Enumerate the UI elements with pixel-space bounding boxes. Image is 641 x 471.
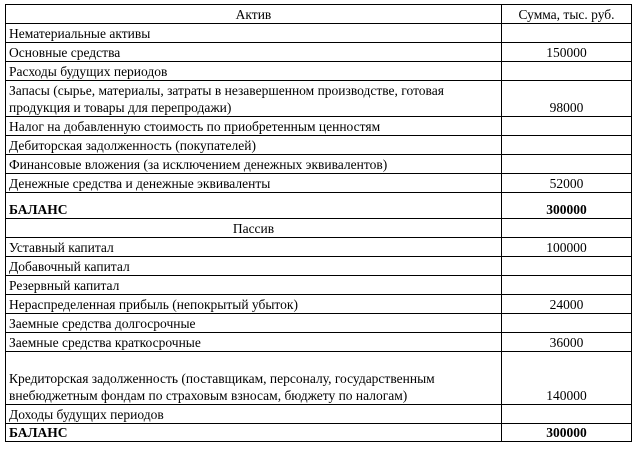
balance-sheet: [5, 4, 631, 442]
aktiv-total-value: 300000: [502, 193, 632, 219]
row-value: [502, 62, 632, 81]
row-value: 140000: [502, 352, 632, 405]
row-label: Заемные средства краткосрочные: [6, 333, 502, 352]
header-row: [6, 5, 632, 24]
row-value: 98000: [502, 81, 632, 117]
row-label: Дебиторская задолженность (покупателей): [6, 136, 502, 155]
row-value: 100000: [502, 238, 632, 257]
row-label: Денежные средства и денежные эквиваленты: [6, 174, 502, 193]
row-label: Резервный капитал: [6, 276, 502, 295]
row-value: [502, 314, 632, 333]
row-label: Нематериальные активы: [6, 24, 502, 43]
table-row: [6, 405, 632, 424]
row-label: Финансовые вложения (за исключением денежных эквивалентов): [6, 155, 502, 174]
aktiv-total-row: [6, 193, 632, 219]
table-row: [6, 174, 632, 193]
row-label: Расходы будущих периодов: [6, 62, 502, 81]
table-row: [6, 314, 632, 333]
table-row: [6, 81, 632, 117]
row-label: Кредиторская задолженность (поставщикам, персоналу, государственным внебюджетным фондам по страховым взносам, бюджету по налогам): [6, 352, 502, 405]
row-value: [502, 276, 632, 295]
row-value: 24000: [502, 295, 632, 314]
sum-header: Сумма, тыс. руб.: [502, 5, 632, 24]
row-label: Нераспределенная прибыль (непокрытый убыток): [6, 295, 502, 314]
table-row: [6, 257, 632, 276]
row-label: Доходы будущих периодов: [6, 405, 502, 424]
table-row: [6, 43, 632, 62]
passiv-header-empty: [502, 219, 632, 238]
table-row: [6, 136, 632, 155]
row-label: Уставный капитал: [6, 238, 502, 257]
table-row: [6, 333, 632, 352]
table-row: [6, 155, 632, 174]
row-value: [502, 117, 632, 136]
row-label: Налог на добавленную стоимость по приобретенным ценностям: [6, 117, 502, 136]
row-value: [502, 24, 632, 43]
row-label: Заемные средства долгосрочные: [6, 314, 502, 333]
table-row: [6, 352, 632, 405]
row-value: [502, 136, 632, 155]
row-value: 36000: [502, 333, 632, 352]
passiv-total-row: [6, 424, 632, 442]
row-value: [502, 257, 632, 276]
passiv-total-value: 300000: [502, 424, 632, 442]
table-row: [6, 238, 632, 257]
row-value: 52000: [502, 174, 632, 193]
passiv-header: Пассив: [6, 219, 502, 238]
table-row: [6, 62, 632, 81]
row-value: [502, 405, 632, 424]
row-value: [502, 155, 632, 174]
row-label: Добавочный капитал: [6, 257, 502, 276]
aktiv-total-label: БАЛАНС: [6, 193, 502, 219]
row-value: 150000: [502, 43, 632, 62]
row-label: Основные средства: [6, 43, 502, 62]
table-row: [6, 117, 632, 136]
table-row: [6, 276, 632, 295]
table-row: [6, 24, 632, 43]
row-label: Запасы (сырье, материалы, затраты в незавершенном производстве, готовая продукция и товары для перепродажи): [6, 81, 502, 117]
balance-table: [5, 4, 632, 442]
aktiv-header: Актив: [6, 5, 502, 24]
passiv-total-label: БАЛАНС: [6, 424, 502, 442]
table-row: [6, 295, 632, 314]
passiv-header-row: [6, 219, 632, 238]
